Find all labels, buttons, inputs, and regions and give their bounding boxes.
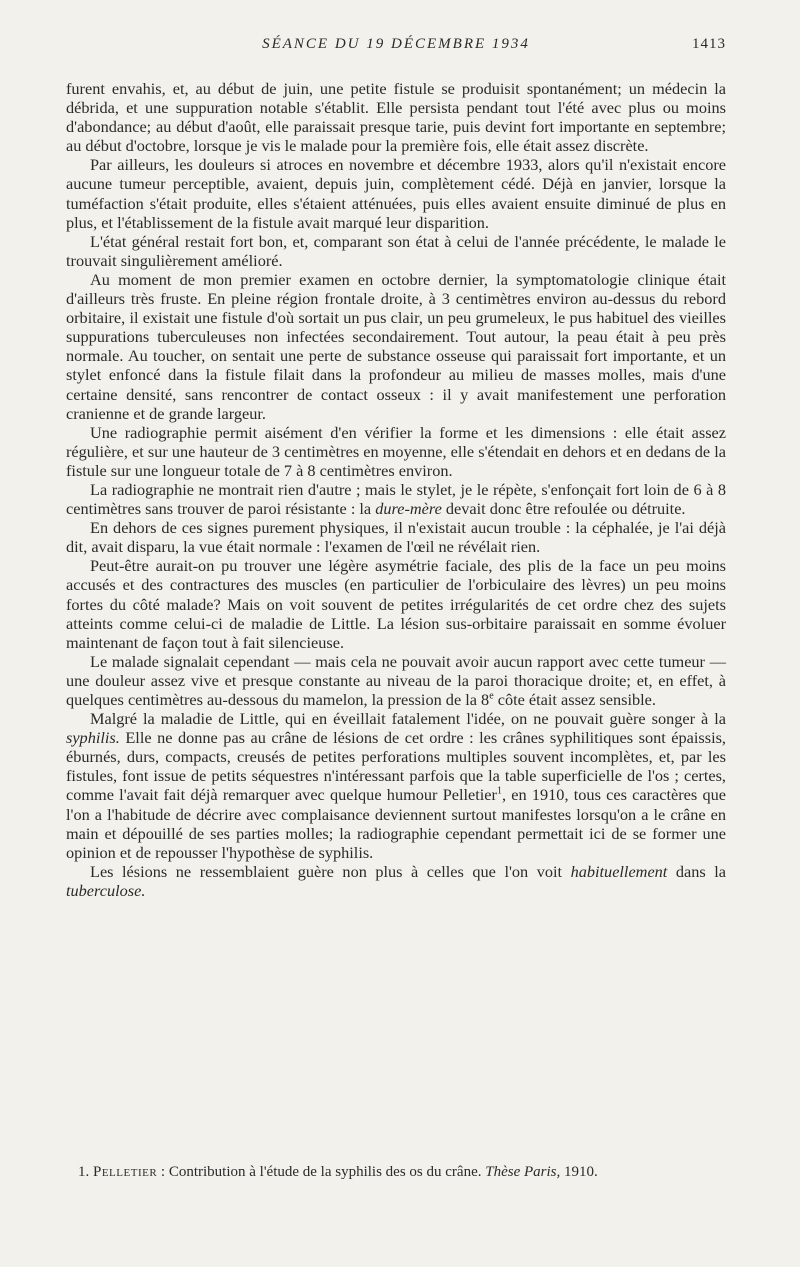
paragraph-9-text-b: côte était assez sensible. bbox=[493, 690, 656, 709]
paragraph-11-text-b: dans la bbox=[667, 861, 726, 881]
paragraph-6-text-a: La radiographie ne montrait rien d'autre ; mais le stylet, je le répète, s'enfonçait fort loin de 6 à 8 centimètres sans trouver de paroi résistante : la bbox=[66, 479, 726, 519]
paragraph-10-text-b: Elle ne donne pas au crâne de lésions de cet ordre : les crânes syphilitiques sont épaissis, éburnés, durs, compacts, creusés de petites perforations multiples souvent incomplètes, et, par les fistules, font issue de petits séquestres n'intéressant parfois que la table superficielle de l'os ; certes, comme l'avait fait déjà remarquer avec quelque humour Pelletier bbox=[66, 728, 726, 805]
paragraph-10-italic: syphilis. bbox=[66, 728, 120, 748]
footnote-year: 1910. bbox=[560, 1164, 598, 1180]
footnote-reference[interactable]: 1 bbox=[496, 786, 502, 798]
paragraph-5: Une radiographie permit aisément d'en vérifier la forme et les dimensions : elle était assez régulière, et sur une hauteur de 3 centimètres en moyenne, elle s'étendait en dehors et en dedans de la fistule sur une longueur totale de 7 à 8 centimètres environ. bbox=[66, 422, 726, 480]
paragraph-11-italic-1: habituellement bbox=[570, 861, 668, 881]
paragraph-1: furent envahis, et, au début de juin, une petite fistule se produisit spontanément; un médecin la débrida, et une suppuration notable s'établit. Elle persista pendant tout l'été avec plus ou moins d'abondance; au début d'août, elle paraissait presque tarie, puis devint fort importante en septembre; au début d'octobre, lorsque je vis le malade pour la première fois, elle était assez discrète. bbox=[66, 79, 726, 156]
paragraph-6-text-b: devait donc être refoulée ou détruite. bbox=[441, 499, 686, 519]
paragraph-10-text-c: , en 1910, tous ces caractères que l'on a l'habitude de décrire avec complaisance deviennent surtout manifestes lorsqu'on a le crâne en main et dépouillé de ses parties molles; la radiographie cependant permettait ici de se former une opinion et de repousser l'hypothèse de syphilis. bbox=[66, 785, 726, 862]
paragraph-9-text-a: Le malade signalait cependant — mais cela ne pouvait avoir aucun rapport avec cette tumeur — une douleur assez vive et presque constante au niveau de la paroi thoracique droite; et, en effet, à quelques centimètres au-dessous du mamelon, la pression de la 8 bbox=[66, 651, 726, 709]
paragraph-2: Par ailleurs, les douleurs si atroces en novembre et décembre 1933, alors qu'il n'existait encore aucune tumeur perceptible, avaient, depuis juin, complètement cédé. Déjà en janvier, lorsque la tuméfaction s'était produite, elles s'étaient atténuées, puis elles avaient ensuite diminué de plus en plus, et l'établissement de la fistule avait marqué leur disparition. bbox=[66, 155, 726, 232]
paragraph-8: Peut-être aurait-on pu trouver une légère asymétrie faciale, des plis de la face un peu moins accusés et des contractures des muscles (en particulier de l'orbiculaire des lèvres) un peu moins fortes du côté malade? Mais on voit souvent de petites irrégularités de cet ordre chez des sujets atteints comme celui-ci de maladie de Little. La lésion sus-orbitaire paraissait en somme évoluer maintenant de façon tout à fait silencieuse. bbox=[66, 556, 726, 652]
page-number: 1413 bbox=[692, 36, 726, 52]
body-text bbox=[66, 79, 726, 900]
paragraph-11-text-a: Les lésions ne ressemblaient guère non plus à celles que l'on voit bbox=[90, 861, 571, 881]
running-title: SÉANCE DU 19 DÉCEMBRE 1934 bbox=[262, 36, 530, 52]
footnote-number: 1. bbox=[78, 1164, 90, 1180]
paragraph-6 bbox=[66, 480, 726, 518]
paragraph-9 bbox=[66, 652, 726, 709]
paragraph-10-text-a: Malgré la maladie de Little, qui en éveillait fatalement l'idée, on ne pouvait guère songer à la bbox=[90, 709, 726, 729]
paragraph-11 bbox=[66, 862, 726, 900]
paragraph-3: L'état général restait fort bon, et, comparant son état à celui de l'année précédente, le malade le trouvait singulièrement amélioré. bbox=[66, 231, 726, 270]
paragraph-6-italic: dure-mère bbox=[375, 499, 442, 519]
paragraph-10 bbox=[66, 709, 726, 862]
paragraph-4: Au moment de mon premier examen en octobre dernier, la symptomatologie clinique était d'ailleurs très fruste. En pleine région frontale droite, à 3 centimètres environ au-dessus du rebord orbitaire, il existait une fistule d'où sortait un pus clair, un peu grumeleux, le pus habituel des vieilles suppurations tuberculeuses non infectées secondairement. Tout autour, la peau était à peu près normale. Au toucher, on sentait une perte de substance osseuse qui paraissait fort importante, et un stylet enfoncé dans la fistule filait dans la profondeur au milieu de masses molles, mais d'une certaine densité, sans rencontrer de contact osseux : il y avait manifestement une perforation cranienne et de grande largeur. bbox=[66, 269, 726, 423]
footnote-italic: Thèse Paris, bbox=[485, 1164, 561, 1180]
paragraph-9-superscript: e bbox=[489, 690, 494, 702]
paragraph-7: En dehors de ces signes purement physiques, il n'existait aucun trouble : la céphalée, je l'ai déjà dit, avait disparu, la vue était normale : l'examen de l'œil ne révélait rien. bbox=[66, 518, 726, 557]
footnote-text: : Contribution à l'étude de la syphilis des os du crâne. bbox=[157, 1164, 486, 1180]
footnote-author: Pelletier bbox=[93, 1164, 158, 1180]
footnote bbox=[66, 1163, 726, 1181]
paragraph-11-italic-2: tuberculose. bbox=[66, 880, 146, 900]
running-head bbox=[66, 36, 726, 58]
